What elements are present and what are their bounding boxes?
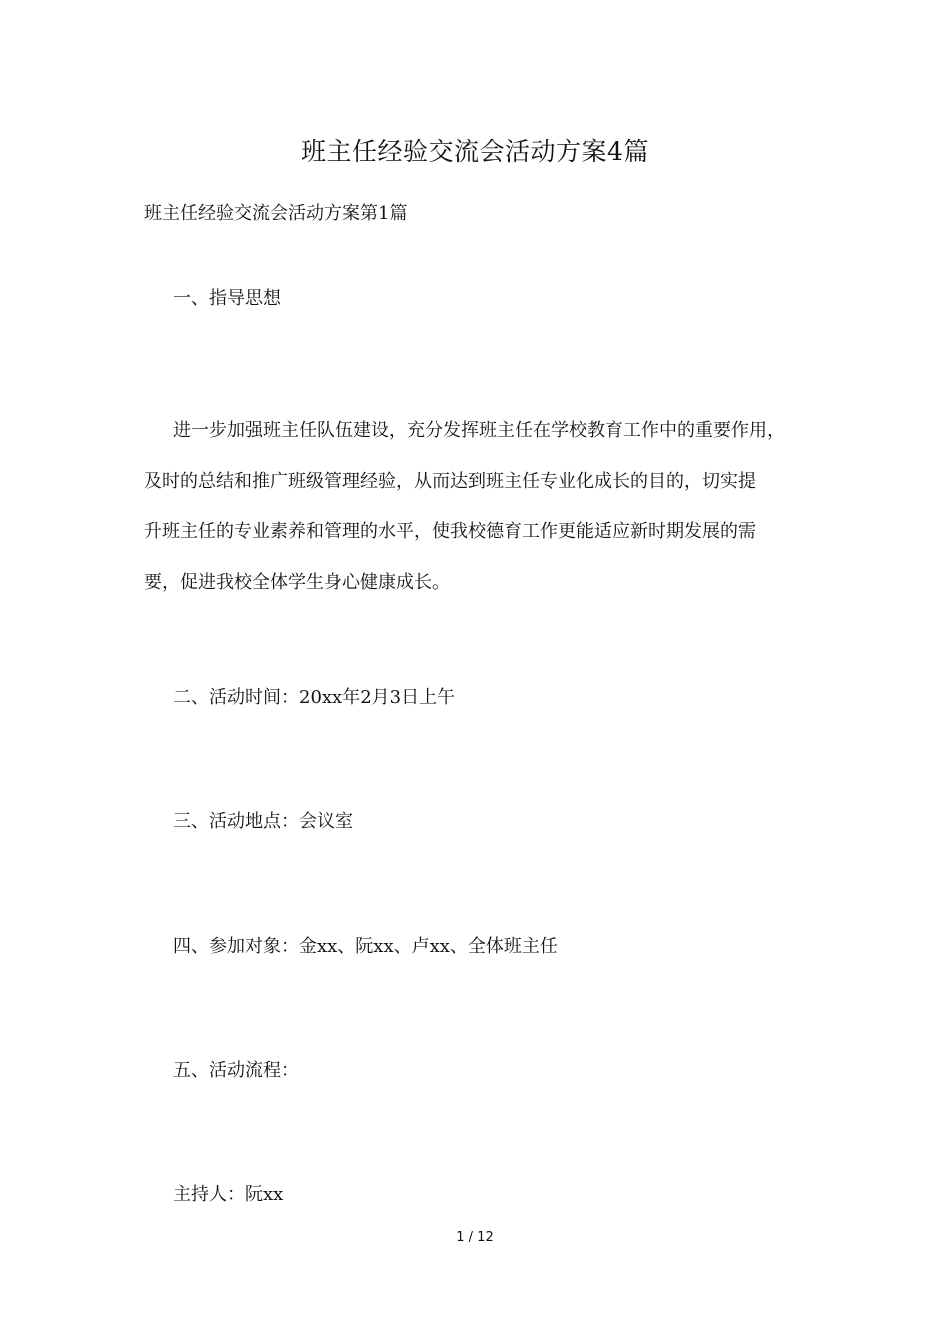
page-indicator: 1 / 12	[456, 1230, 494, 1245]
section-activity-time: 二、活动时间：20xx年2月3日上午	[173, 687, 456, 708]
section-participants: 四、参加对象：金xx、阮xx、卢xx、全体班主任	[173, 936, 558, 957]
section-activity-location: 三、活动地点：会议室	[173, 811, 353, 832]
document-subtitle: 班主任经验交流会活动方案第1篇	[144, 203, 408, 224]
document-title: 班主任经验交流会活动方案4篇	[301, 137, 649, 166]
paragraph-line: 要，促进我校全体学生身心健康成长。	[144, 571, 450, 593]
paragraph-line: 升班主任的专业素养和管理的水平，使我校德育工作更能适应新时期发展的需	[144, 521, 756, 542]
guiding-ideology-paragraph	[144, 406, 809, 608]
paragraph-line: 及时的总结和推广班级管理经验，从而达到班主任专业化成长的目的，切实提	[144, 470, 756, 492]
section-activity-process: 五、活动流程：	[173, 1060, 299, 1081]
paragraph-line: 进一步加强班主任队伍建设，充分发挥班主任在学校教育工作中的重要作用，	[173, 420, 785, 441]
host-line: 主持人：阮xx	[173, 1184, 284, 1205]
section-heading-guiding-ideology: 一、指导思想	[173, 288, 281, 309]
